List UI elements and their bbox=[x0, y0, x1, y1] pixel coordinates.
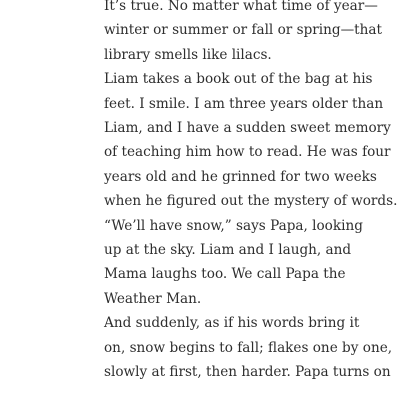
text-line: on, snow begins to fall; flakes one by one, bbox=[104, 339, 393, 356]
paragraph-3 bbox=[88, 214, 363, 312]
paragraph-1 bbox=[88, 0, 382, 67]
text-line: of teaching him how to read. He was four bbox=[104, 144, 391, 161]
text-line: Liam takes a book out of the bag at his bbox=[104, 71, 373, 88]
text-line: winter or summer or fall or spring—that bbox=[104, 22, 382, 39]
text-line: Liam, and I have a sudden sweet memory bbox=[104, 120, 391, 137]
text-line: It’s true. No matter what time of year— bbox=[104, 0, 378, 14]
paragraph-2 bbox=[88, 67, 398, 213]
text-line: Weather Man. bbox=[104, 290, 202, 307]
text-line: Mama laughs too. We call Papa the bbox=[104, 266, 346, 283]
text-line: years old and he grinned for two weeks bbox=[104, 168, 377, 185]
text-line: when he figured out the mystery of words. bbox=[104, 193, 398, 210]
text-line: up at the sky. Liam and I laugh, and bbox=[104, 242, 352, 259]
text-line: library smells like lilacs. bbox=[104, 46, 272, 63]
text-line: “We’ll have snow,” says Papa, looking bbox=[104, 217, 363, 234]
text-line: slowly at first, then harder. Papa turns on bbox=[104, 364, 391, 381]
text-line: feet. I smile. I am three years older than bbox=[104, 95, 384, 112]
body-text bbox=[88, 0, 398, 385]
text-line: And suddenly, as if his words bring it bbox=[104, 315, 360, 332]
paragraph-4 bbox=[88, 311, 393, 384]
